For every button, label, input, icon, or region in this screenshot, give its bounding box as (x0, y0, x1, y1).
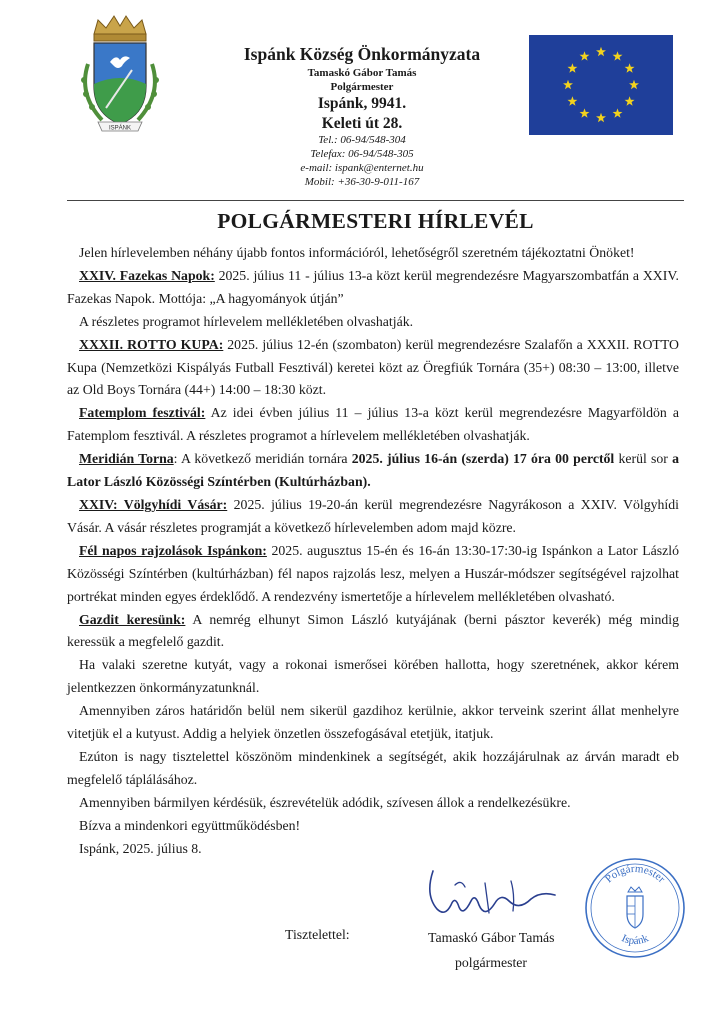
email-address: e-mail: ispank@enternet.hu (300, 162, 424, 174)
header-divider (67, 200, 684, 201)
item-heading: Fél napos rajzolások Ispánkon: (79, 542, 267, 558)
closing-greeting: Tisztelettel: (285, 927, 350, 942)
item-fatemplom: Fatemplom fesztivál: Az idei évben július 11 – július 13-a közt kerül megrendezésre Magyarföldön a Fatemplom fesztivál. A részletes programot a hírlevelem mellékletében olvashatják. (67, 405, 679, 444)
item-rajzolasok: Fél napos rajzolások Ispánkon: 2025. augusztus 15-én és 16-án 13:30-17:30-ig Ispánkon a Lator László Közösségi Színtérben (kultúrházban) fél napos rajzolás lesz, melyen a Huszár-módszer segítségével rajzolhat portrékat minden egyes érdeklődő. A rendezvény ismertetője a hírlevelem mellékletében olvasható. (67, 542, 679, 604)
city-postcode: Ispánk, 9941. (317, 95, 407, 112)
item-meridian: Meridián Torna: A következő meridián tornára 2025. július 16-án (szerda) 17 óra 00 perctől kerül sor a Lator László Közösségi Színtérben (Kultúrházban). (67, 451, 679, 490)
item-heading: Meridián Torna (79, 451, 174, 467)
paragraph-thanks: Ezúton is nagy tisztelettel köszönöm mindenkinek a segítségét, akik hozzájárulnak az árván maradt eb megfelelő táplálásához. (67, 748, 679, 787)
paragraph-dog-adoption: Ha valaki szeretne kutyát, vagy a rokonai ismerősei körében hallotta, hogy szeretnének, akkor kérem jelentkezzen önkormányzatunknál. (67, 657, 679, 696)
street-address: Keleti út 28. (321, 115, 403, 132)
svg-text:Ispánk (620, 932, 651, 947)
paragraph-questions: Amennyiben bármilyen kérdésük, észrevételük adódik, szívesen állok a rendelkezésükre. (79, 794, 571, 810)
item-heading: XXIV. Fazekas Napok: (79, 267, 215, 283)
mayor-name: Tamaskó Gábor Tamás (307, 67, 417, 79)
item-heading: XXIV: Völgyhídi Vásár: (79, 496, 228, 512)
intro-paragraph: Jelen hírlevelemben néhány újabb fontos információról, lehetőségről szeretném tájékoztatni Önöket! (79, 245, 635, 260)
newsletter-body (67, 242, 679, 860)
mobile-number: Mobil: +36-30-9-011-167 (304, 176, 420, 188)
handwritten-signature (415, 865, 565, 935)
document-title: POLGÁRMESTERI HÍRLEVÉL (217, 209, 534, 233)
svg-text:Polgármester (603, 863, 668, 886)
item-gazdit: Gazdit keresünk: A nemrég elhunyt Simon László kutyájának (berni pásztor keverék) még mindig keressük a megfelelő gazdit. (67, 611, 679, 650)
mayor-title: Polgármester (330, 81, 394, 93)
item-fazekas-napok: XXIV. Fazekas Napok: 2025. július 11 - július 13-a közt kerül megrendezésre Magyarszombatfán a XXIV. Fazekas Napok. Mottója: „A hagyományok útján” (67, 267, 679, 306)
official-stamp (583, 856, 687, 960)
item-volgyhidi: XXIV: Völgyhídi Vásár: 2025. július 19-20-án kerül megrendezésre Nagyrákoson a XXIV. Völgyhídi Vásár. A vásár részletes programját a következő hírlevelemben adom majd közre. (67, 496, 679, 535)
item-heading: Gazdit keresünk: (79, 611, 186, 627)
crest-caption: ISPÁNK (108, 125, 132, 132)
fax-number: Telefax: 06-94/548-305 (310, 148, 414, 160)
stamp-bottom-text: Ispánk (619, 932, 651, 948)
paragraph-cooperation: Bízva a mindenkori együttműködésben! (79, 817, 301, 833)
stamp-top-text: Polgármester (602, 862, 668, 886)
paragraph-shelter: Amennyiben záros határidőn belül nem sikerül gazdihoz kerülnie, akkor terveink szerint állat menhelyre vitetjük el a kutyust. Addig a helyiek önzetlen összefogásával etetjük, itatjuk. (67, 703, 679, 742)
eu-flag (529, 35, 673, 135)
signer-name: Tamaskó Gábor Tamás (428, 930, 555, 945)
place-date: Ispánk, 2025. július 8. (79, 840, 202, 856)
municipal-crest (72, 14, 168, 136)
item-rotto-kupa: XXXII. ROTTO KUPA: 2025. július 12-én (szombaton) kerül megrendezésre Szalafőn a XXXII. ROTTO Kupa (Nemzetközi Kispályás Futball Fesztivál) keretei közt az Öregfiúk Tornára (35+) 08:30 – 13:00, illetve az Old Boys Tornára (44+) 14:00 – 18:30 közt. (67, 336, 679, 398)
organization-name: Ispánk Község Önkormányzata (243, 44, 481, 64)
item-heading: Fatemplom fesztivál: (79, 405, 206, 421)
phone-number: Tel.: 06-94/548-304 (318, 134, 406, 146)
item-fazekas-more: A részletes programot hírlevelem mellékletében olvashatják. (79, 313, 414, 329)
item-heading: XXXII. ROTTO KUPA: (79, 336, 224, 352)
signer-title: polgármester (455, 955, 528, 970)
